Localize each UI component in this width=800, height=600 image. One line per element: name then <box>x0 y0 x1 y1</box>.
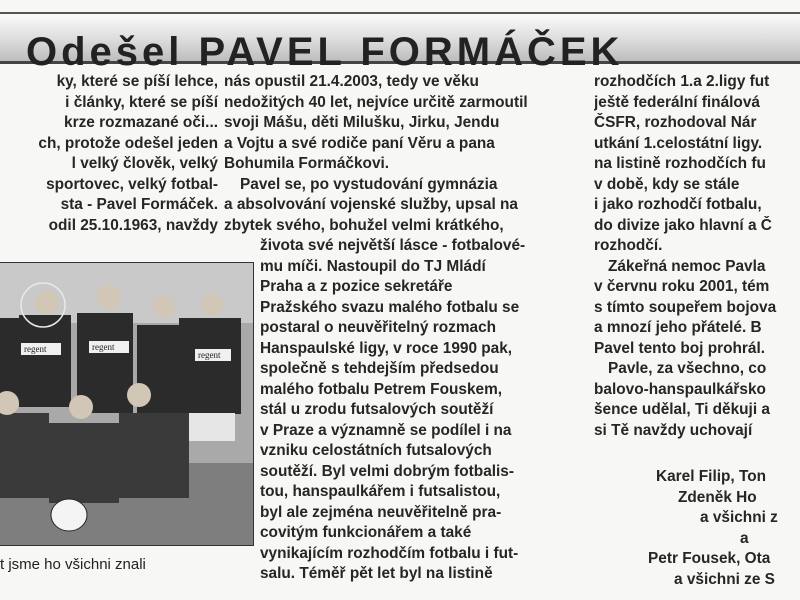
signoff-line: Karel Filip, Ton <box>656 468 767 485</box>
text-line: malého fotbalu Petrem Fouskem, <box>260 380 503 398</box>
text-line: ještě federální finálová <box>594 93 760 111</box>
text-line: postaral o neuvěřitelný rozmach <box>260 319 497 336</box>
text-line: do divize jako hlavní a Č <box>594 216 772 234</box>
text-line: byl ale zejména neuvěřitelně pra- <box>260 503 502 521</box>
signoff-line: Zdeněk Ho <box>678 488 757 506</box>
text-line: Pavel tento boj prohrál. <box>594 339 766 357</box>
article-column-3 <box>594 72 800 590</box>
text-line: sta - Pavel Formáček. <box>60 196 218 213</box>
text-line: mu míči. Nastoupil do TJ Mládí <box>260 257 486 275</box>
text-line: Zákeřná nemoc Pavla <box>608 257 766 275</box>
text-line: soutěží. Byl velmi dobrým fotbalis- <box>260 462 514 480</box>
text-line: na listině rozhodčích fu <box>594 155 766 172</box>
text-line: sportovec, velký fotbal- <box>46 175 218 193</box>
text-line: zbytek svého, bohužel velmi krátkého, <box>224 216 504 234</box>
text-line: balovo-hanspaulkářsko <box>594 380 766 398</box>
text-line: l velký člověk, velký <box>71 155 218 172</box>
article-column-2 <box>224 72 586 585</box>
photo-caption: t jsme ho všichni znali <box>0 556 146 573</box>
text-line: šence udělal, Ti děkuji a <box>594 401 770 418</box>
text-line: si Tě navždy uchovají <box>594 421 753 439</box>
text-line: společně s tehdejším předsedou <box>260 360 499 377</box>
text-line: Pavel se, po vystudování gymnázia <box>240 175 498 193</box>
text-line: Hanspaulské ligy, v roce 1990 pak, <box>260 339 513 357</box>
text-line: ch, protože odešel jeden <box>38 134 218 152</box>
text-line: nedožitých 40 let, nejvíce určitě zarmoutil <box>224 93 528 111</box>
team-photo <box>0 262 254 546</box>
text-line: Pavle, za všechno, co <box>608 360 767 377</box>
text-line: svoji Mášu, děti Milušku, Jirku, Jendu <box>224 114 500 131</box>
text-line: Praha a z pozice sekretáře <box>260 278 453 295</box>
text-line: covitým funkcionářem a také <box>260 524 472 541</box>
article-title: Odešel PAVEL FORMÁČEK <box>26 30 624 74</box>
text-line: stál u zrodu futsalových soutěží <box>260 401 494 418</box>
text-line: utkání 1.celostátní ligy. <box>594 134 763 152</box>
article-column-1 <box>0 72 218 236</box>
svg-text:regent: regent <box>24 344 47 354</box>
text-line: i články, které se píší <box>65 93 218 111</box>
text-line: a mnozí jeho přátelé. B <box>594 319 762 336</box>
text-line: Pražského svazu malého fotbalu se <box>260 298 520 316</box>
text-line: krze rozmazané oči... <box>64 114 218 131</box>
text-line: a absolvování vojenské služby, upsal na <box>224 196 518 213</box>
signoff-line: a všichni z <box>700 509 778 526</box>
title-banner <box>0 12 800 74</box>
spacer <box>594 441 800 467</box>
text-line: a Vojtu a své rodiče paní Věru a pana <box>224 134 495 152</box>
text-line: tou, hanspaulkářem i futsalistou, <box>260 483 501 500</box>
text-line: i jako rozhodčí fotbalu, <box>594 196 762 213</box>
text-line: v červnu roku 2001, tém <box>594 278 770 295</box>
svg-text:regent: regent <box>198 350 221 360</box>
signoff-line: a všichni ze S <box>674 570 775 588</box>
text-line: v době, kdy se stále <box>594 175 740 193</box>
text-line: vzniku celostátních futsalových <box>260 442 492 459</box>
text-line: rozhodčích 1.a 2.ligy fut <box>594 73 770 90</box>
text-line: Bohumila Formáčkovi. <box>224 155 390 172</box>
text-line: ČSFR, rozhodoval Nár <box>594 114 757 131</box>
text-line: ky, které se píší lehce, <box>56 73 218 90</box>
text-line: salu. Téměř pět let byl na listině <box>260 565 493 582</box>
text-line: rozhodčí. <box>594 237 663 254</box>
text-line: v Praze a významně se podílel i na <box>260 421 512 439</box>
text-line: nás opustil 21.4.2003, tedy ve věku <box>224 73 479 90</box>
text-line: vynikajícím rozhodčím fotbalu i fut- <box>260 544 519 562</box>
svg-text:regent: regent <box>92 342 115 352</box>
signoff-line: a <box>740 529 749 547</box>
text-line: života své největší lásce - fotbalové- <box>260 237 526 254</box>
signoff-line: Petr Fousek, Ota <box>648 550 771 567</box>
text-line: s tímto soupeřem bojova <box>594 298 777 316</box>
text-line: odil 25.10.1963, navždy <box>48 216 218 234</box>
